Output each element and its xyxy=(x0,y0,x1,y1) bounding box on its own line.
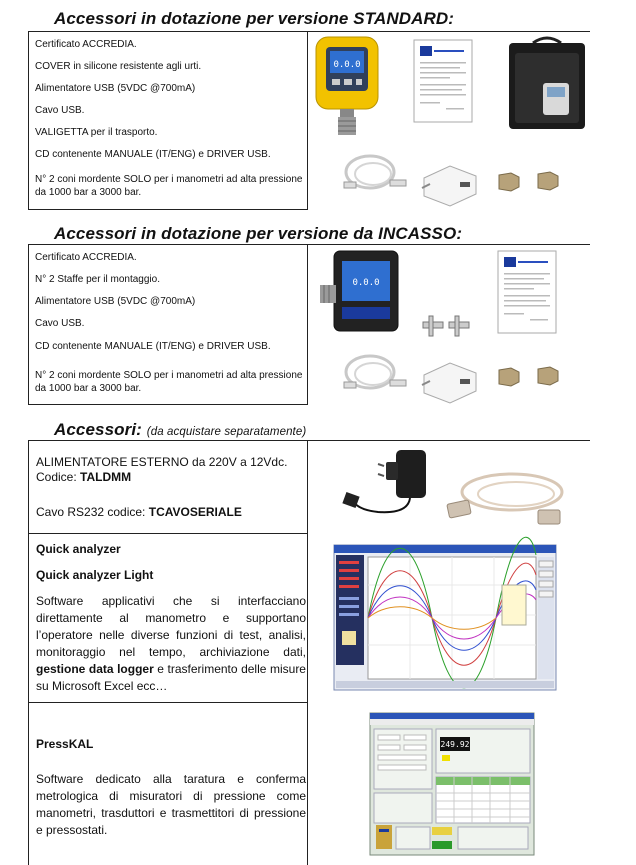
mounting-brackets-photo xyxy=(421,312,471,340)
quick-analyzer-screenshot xyxy=(334,545,556,690)
quick-desc-part1: Software applicativi che si interfacciano direttamente al manometro e supportano l’operatore nelle diverse funzioni di test, analisi, monitoraggio nel tempo, archiviazione dati, xyxy=(36,594,306,659)
list-item-note: N° 2 coni mordente SOLO per i manometri ad alta pressione da 1000 bar a 3000 bar. xyxy=(35,370,303,394)
incasso-title: Accessori in dotazione per versione da INCASSO: xyxy=(54,224,463,243)
presskal-screenshot xyxy=(370,713,534,855)
certificate-photo xyxy=(498,251,558,336)
list-item: CD contenente MANUALE (IT/ENG) e DRIVER USB. xyxy=(35,341,271,352)
list-item: Certificato ACCREDIA. xyxy=(35,39,137,50)
divider xyxy=(28,31,432,32)
list-item: Alimentatore USB (5VDC @700mA) xyxy=(35,296,196,307)
quick-analyzer-description xyxy=(36,593,306,695)
presskal-display-value: 249.92 xyxy=(440,740,470,749)
list-item: Alimentatore USB (5VDC @700mA) xyxy=(35,83,196,94)
cone-photo xyxy=(497,171,521,193)
cone-photo xyxy=(536,365,560,387)
accessori-subtitle: (da acquistare separatamente) xyxy=(146,426,307,438)
divider xyxy=(28,244,29,404)
usb-cable-photo xyxy=(340,348,415,398)
divider xyxy=(28,533,308,534)
alimentatore-code: TALDMM xyxy=(80,470,132,484)
quick-analyzer-heading: Quick analyzer xyxy=(36,542,121,556)
list-item: COVER in silicone resistente agli urti. xyxy=(35,61,202,72)
cone-photo xyxy=(497,366,521,388)
carry-case-photo xyxy=(507,33,587,131)
list-item: Cavo USB. xyxy=(35,318,85,329)
divider xyxy=(307,440,308,865)
rs232-cable-photo xyxy=(446,466,566,526)
presskal-description: Software dedicato alla taratura e conferma metrologica di misuratori di pressione come manometri, trasduttori e trasmettitori di pressione e pressostati. xyxy=(36,772,306,837)
usb-cable-photo xyxy=(340,148,415,198)
gauge-display: 0.0.0 xyxy=(352,278,380,288)
quick-desc-bold: gestione data logger xyxy=(36,662,154,676)
presskal-heading: PressKAL xyxy=(36,737,94,751)
divider xyxy=(307,244,308,404)
cone-photo xyxy=(536,170,560,192)
divider xyxy=(28,244,590,245)
divider xyxy=(28,702,308,703)
list-item: CD contenente MANUALE (IT/ENG) e DRIVER USB. xyxy=(35,149,271,160)
list-item: Cavo USB. xyxy=(35,105,85,116)
list-item: N° 2 Staffe per il montaggio. xyxy=(35,274,160,285)
usb-charger-photo xyxy=(420,158,480,208)
accessori-title xyxy=(54,420,306,440)
list-item-note: N° 2 coni mordente SOLO per i manometri ad alta pressione da 1000 bar a 3000 bar. xyxy=(35,174,303,198)
list-item: VALIGETTA per il trasporto. xyxy=(35,127,158,138)
divider xyxy=(28,440,29,865)
certificate-photo xyxy=(414,40,474,125)
divider xyxy=(28,31,29,209)
gauge-photo xyxy=(314,37,394,137)
alimentatore-desc: ALIMENTATORE ESTERNO da 220V a 12Vdc. xyxy=(36,455,288,469)
quick-desc-part2: e trasferimento delle misure su Microsoft Excel ecc… xyxy=(36,662,306,693)
list-item: Certificato ACCREDIA. xyxy=(35,252,137,263)
panel-gauge-photo xyxy=(320,251,400,339)
divider xyxy=(432,31,590,32)
alimentatore-code-label: Codice: xyxy=(36,470,81,484)
alimentatore-text xyxy=(36,455,306,485)
divider xyxy=(28,440,590,441)
standard-title: Accessori in dotazione per versione STANDARD: xyxy=(54,9,454,28)
cavo-text xyxy=(36,505,306,520)
quick-analyzer-light-heading: Quick analyzer Light xyxy=(36,568,154,582)
divider xyxy=(28,209,308,210)
usb-charger-photo xyxy=(420,355,480,405)
accessori-title-text: Accessori: xyxy=(54,420,142,439)
divider xyxy=(307,31,308,209)
gauge-display: 0.0.0 xyxy=(333,60,361,70)
cavo-code: TCAVOSERIALE xyxy=(148,505,242,519)
divider xyxy=(28,404,308,405)
power-supply-photo xyxy=(338,446,438,526)
cavo-label: Cavo RS232 codice: xyxy=(36,505,149,519)
